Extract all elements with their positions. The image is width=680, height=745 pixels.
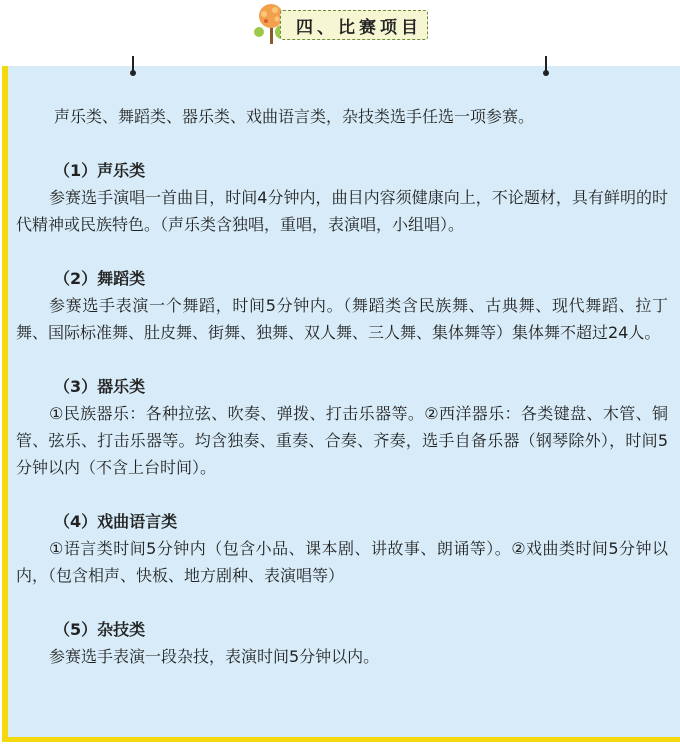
section-title-instrumental: （3）器乐类 — [54, 377, 146, 396]
section-body-acrobatics: 参赛选手表演一段杂技，表演时间5分钟以内。 — [49, 647, 380, 666]
content — [16, 103, 668, 697]
section-body-opera-language: ①语言类时间5分钟内（包含小品、课本剧、讲故事、朗诵等）。②戏曲类时间5分钟以内，（包含相声、快板、地方剧种、表演唱等） — [16, 539, 668, 585]
pin-left-icon — [132, 56, 134, 74]
section-title-acrobatics: （5）杂技类 — [54, 620, 146, 639]
section-title-opera-language: （4）戏曲语言类 — [54, 512, 178, 531]
section-body-instrumental: ①民族器乐：各种拉弦、吹奏、弹拨、打击乐器等。②西洋器乐：各类键盘、木管、铜管、弦乐、打击乐器等。均含独奏、重奏、合奏、齐奏，选手自备乐器（钢琴除外），时间5分钟以内（不含上台时间）。 — [16, 404, 668, 477]
section-body-vocal: 参赛选手演唱一首曲目，时间4分钟内，曲目内容须健康向上，不论题材，具有鲜明的时代精神或民族特色。（声乐类含独唱，重唱，表演唱，小组唱）。 — [16, 188, 668, 234]
pin-right-icon — [545, 56, 547, 74]
section-title-vocal: （1）声乐类 — [54, 161, 146, 180]
section-body-dance: 参赛选手表演一个舞蹈，时间5分钟内。（舞蹈类含民族舞、古典舞、现代舞蹈、拉丁舞、国际标准舞、肚皮舞、街舞、独舞、双人舞、三人舞、集体舞等）集体舞不超过24人。 — [16, 296, 668, 342]
section-header — [252, 2, 432, 46]
page-title: 四、比赛项目 — [280, 10, 428, 40]
section-title-dance: （2）舞蹈类 — [54, 269, 146, 288]
intro-text: 声乐类、舞蹈类、器乐类、戏曲语言类，杂技类选手任选一项参赛。 — [54, 107, 535, 126]
